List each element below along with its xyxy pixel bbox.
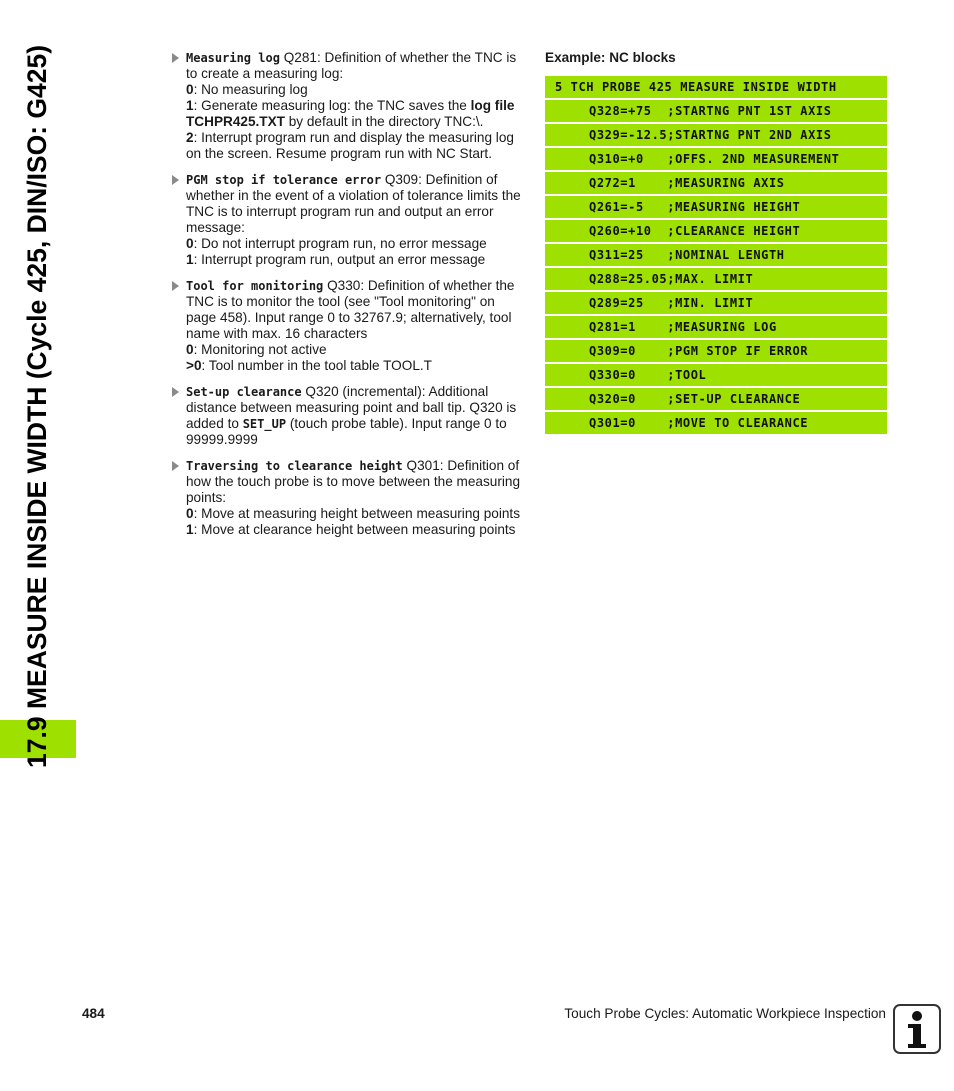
parameter-name: Traversing to clearance height bbox=[186, 459, 403, 473]
parameter-text: : Monitoring not active bbox=[193, 342, 327, 357]
parameter-text: Q281: Definition of whether the TNC is to create a measuring log: bbox=[186, 50, 517, 81]
parameter-name: Set-up clearance bbox=[186, 385, 302, 399]
parameter-text: SET_UP bbox=[242, 417, 287, 431]
page-number: 484 bbox=[82, 1006, 105, 1021]
parameter-name: Measuring log bbox=[186, 51, 280, 65]
parameter-text: Q301: Definition of how the touch probe is to move between the measuring points: bbox=[186, 458, 521, 505]
parameter-text: 1 bbox=[186, 522, 194, 537]
parameter-item bbox=[172, 458, 527, 538]
parameter-line bbox=[186, 130, 527, 162]
triangle-bullet-icon bbox=[172, 175, 179, 185]
parameter-text: 1 bbox=[186, 98, 194, 113]
parameter-item bbox=[172, 50, 527, 162]
parameter-line bbox=[186, 278, 527, 342]
nc-block-row: Q309=0 ;PGM STOP IF ERROR bbox=[545, 340, 887, 362]
parameter-text: : Tool number in the tool table TOOL.T bbox=[201, 358, 432, 373]
parameter-text: by default in the directory TNC:\. bbox=[284, 114, 484, 129]
parameter-line bbox=[186, 98, 527, 130]
section-title-vertical: 17.9 MEASURE INSIDE WIDTH (Cycle 425, DIN/ISO: G425) bbox=[22, 44, 52, 768]
nc-block-row: Q281=1 ;MEASURING LOG bbox=[545, 316, 887, 338]
parameter-line bbox=[186, 82, 527, 98]
parameter-text: : Do not interrupt program run, no error message bbox=[193, 236, 487, 251]
parameter-line bbox=[186, 506, 527, 522]
parameter-line bbox=[186, 458, 527, 506]
parameter-line bbox=[186, 252, 527, 268]
nc-block-row: Q329=-12.5;STARTNG PNT 2ND AXIS bbox=[545, 124, 887, 146]
parameter-text: : Interrupt program run and display the measuring log on the screen. Resume program run with NC Start. bbox=[186, 130, 514, 161]
triangle-bullet-icon bbox=[172, 53, 179, 63]
nc-block-row: Q288=25.05;MAX. LIMIT bbox=[545, 268, 887, 290]
parameter-text: 1 bbox=[186, 252, 194, 267]
triangle-bullet-icon bbox=[172, 387, 179, 397]
nc-block-row: Q320=0 ;SET-UP CLEARANCE bbox=[545, 388, 887, 410]
parameter-text: 0 bbox=[186, 82, 194, 97]
example-panel bbox=[545, 50, 887, 436]
parameter-name: PGM stop if tolerance error bbox=[186, 173, 382, 187]
nc-block-row: Q260=+10 ;CLEARANCE HEIGHT bbox=[545, 220, 887, 242]
nc-block-list bbox=[545, 76, 887, 434]
triangle-bullet-icon bbox=[172, 281, 179, 291]
chapter-side-tab bbox=[0, 0, 76, 768]
nc-block-row: Q310=+0 ;OFFS. 2ND MEASUREMENT bbox=[545, 148, 887, 170]
parameter-text: : Move at measuring height between measuring points bbox=[193, 506, 520, 521]
parameter-text: : Interrupt program run, output an error message bbox=[193, 252, 486, 267]
parameter-text: >0 bbox=[186, 358, 202, 373]
parameter-text: Q330: Definition of whether the TNC is to monitor the tool (see "Tool monitoring" on page 458). Input range 0 to 32767.9; alternatively, tool name with max. 16 characters bbox=[186, 278, 515, 341]
parameter-text: : No measuring log bbox=[193, 82, 308, 97]
parameter-line bbox=[186, 50, 527, 82]
nc-block-row: Q301=0 ;MOVE TO CLEARANCE bbox=[545, 412, 887, 434]
parameter-line bbox=[186, 358, 527, 374]
parameter-text: log file TCHPR425.TXT bbox=[186, 98, 515, 129]
parameter-line bbox=[186, 384, 527, 448]
nc-block-row: Q328=+75 ;STARTNG PNT 1ST AXIS bbox=[545, 100, 887, 122]
parameter-text: : Move at clearance height between measuring points bbox=[193, 522, 516, 537]
parameter-text: : Generate measuring log: the TNC saves the bbox=[193, 98, 471, 113]
parameter-line bbox=[186, 236, 527, 252]
example-title: Example: NC blocks bbox=[545, 50, 676, 65]
parameter-line bbox=[186, 342, 527, 358]
nc-block-row: 5 TCH PROBE 425 MEASURE INSIDE WIDTH bbox=[545, 76, 887, 98]
parameter-text: Q320 (incremental): Additional distance between measuring point and ball tip. Q320 is added to bbox=[186, 384, 517, 431]
parameter-text: 0 bbox=[186, 506, 194, 521]
parameter-name: Tool for monitoring bbox=[186, 279, 324, 293]
triangle-bullet-icon bbox=[172, 461, 179, 471]
parameter-text: 0 bbox=[186, 342, 194, 357]
parameter-line bbox=[186, 172, 527, 236]
parameter-item bbox=[172, 278, 527, 374]
parameter-text: Q309: Definition of whether in the event of a violation of tolerance limits the TNC is to interrupt program run and output an error message: bbox=[186, 172, 521, 235]
info-icon bbox=[893, 1004, 941, 1054]
parameter-list bbox=[172, 50, 527, 548]
nc-block-row: Q272=1 ;MEASURING AXIS bbox=[545, 172, 887, 194]
parameter-text: 2 bbox=[186, 130, 194, 145]
chapter-footer: Touch Probe Cycles: Automatic Workpiece Inspection bbox=[564, 1006, 886, 1021]
parameter-text: 0 bbox=[186, 236, 194, 251]
parameter-line bbox=[186, 522, 527, 538]
parameter-item bbox=[172, 384, 527, 448]
parameter-item bbox=[172, 172, 527, 268]
nc-block-row: Q330=0 ;TOOL bbox=[545, 364, 887, 386]
nc-block-row: Q261=-5 ;MEASURING HEIGHT bbox=[545, 196, 887, 218]
nc-block-row: Q289=25 ;MIN. LIMIT bbox=[545, 292, 887, 314]
nc-block-row: Q311=25 ;NOMINAL LENGTH bbox=[545, 244, 887, 266]
parameter-text: (touch probe table). Input range 0 to 99999.9999 bbox=[186, 416, 507, 447]
